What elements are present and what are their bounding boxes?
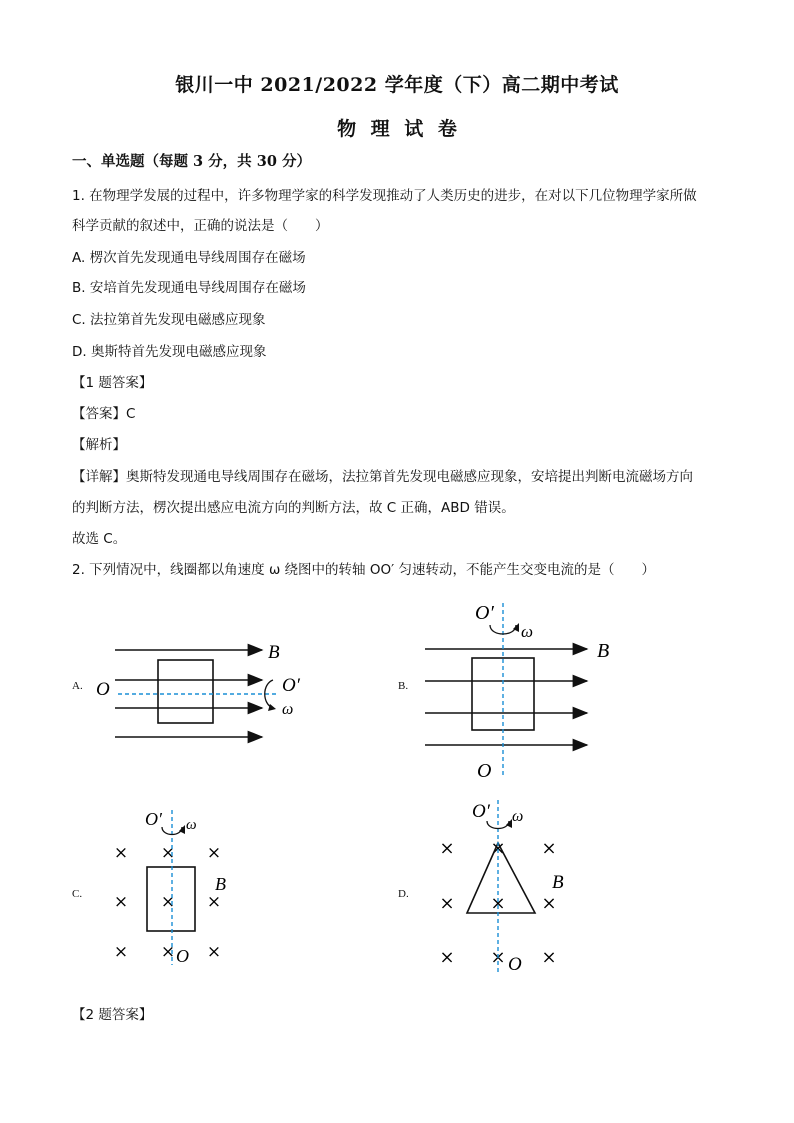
field-cross: × [160, 843, 176, 863]
q1-option-b: B. 安培首先发现通电导线周围存在磁场 [72, 280, 306, 296]
axis-label-o: O [477, 760, 492, 782]
field-cross: × [206, 892, 222, 912]
q1-answer-heading: 【1 题答案】 [72, 375, 153, 391]
omega-label: ω [521, 622, 534, 641]
coil-square [158, 660, 213, 723]
q1-conclusion: 故选 C。 [72, 531, 127, 547]
exam-subtitle: 物 理 试 卷 [337, 118, 457, 140]
fig-c-label: C. [72, 888, 83, 900]
axis-label-o-prime: O′ [145, 809, 162, 829]
q1-detail-line1: 【详解】奥斯特发现通电导线周围存在磁场，法拉第首先发现电磁感应现象，安培提出判断电流磁场方向 [72, 469, 693, 485]
figure-b [415, 595, 630, 785]
field-label-b: B [552, 872, 564, 893]
field-cross: × [113, 892, 129, 912]
figure-a [90, 630, 320, 755]
q2-stem: 2. 下列情况中，线圈都以角速度 ω 绕图中的转轴 OO′ 匀速转动，不能产生交变电流的是（ ） [72, 562, 655, 578]
field-cross: × [541, 838, 557, 859]
field-label-b: B [597, 640, 610, 662]
field-cross: × [160, 942, 176, 962]
q1-detail-line2: 的判断方法，楞次提出感应电流方向的判断方法，故 C 正确，ABD 错误。 [72, 500, 515, 516]
fig-b-label: B. [398, 680, 409, 692]
axis-label-o-prime: O′ [475, 602, 494, 624]
figure-c [105, 805, 245, 970]
fig-a-label: A. [72, 680, 83, 692]
field-cross: × [113, 942, 129, 962]
q1-stem-line2: 科学贡献的叙述中，正确的说法是（ ） [72, 218, 329, 234]
field-cross: × [490, 838, 506, 859]
field-cross: × [206, 942, 222, 962]
field-cross: × [439, 893, 455, 914]
field-cross: × [160, 892, 176, 912]
field-cross: × [439, 947, 455, 968]
axis-label-o: O [508, 954, 522, 975]
fig-d-label: D. [398, 888, 409, 900]
figure-d [430, 795, 580, 980]
field-cross: × [113, 843, 129, 863]
field-cross: × [206, 843, 222, 863]
field-cross: × [541, 947, 557, 968]
field-cross: × [439, 838, 455, 859]
field-cross: × [490, 893, 506, 914]
omega-label: ω [512, 808, 524, 825]
omega-label: ω [282, 701, 294, 718]
field-label-b: B [268, 642, 280, 663]
field-cross: × [490, 947, 506, 968]
q1-option-d: D. 奥斯特首先发现电磁感应现象 [72, 344, 267, 360]
field-cross: × [541, 893, 557, 914]
q2-answer-heading: 【2 题答案】 [72, 1007, 153, 1023]
q1-option-c: C. 法拉第首先发现电磁感应现象 [72, 312, 266, 328]
q1-option-a: A. 楞次首先发现通电导线周围存在磁场 [72, 250, 306, 266]
exam-title: 银川一中 2021/2022 学年度（下）高二期中考试 [175, 74, 619, 96]
omega-label: ω [186, 817, 197, 833]
q1-analysis-heading: 【解析】 [72, 437, 126, 453]
axis-label-o: O [96, 679, 110, 700]
q1-stem-line1: 1. 在物理学发展的过程中，许多物理学家的科学发现推动了人类历史的进步，在对以下几位物理学家所做 [72, 188, 697, 204]
axis-label-o-prime: O′ [472, 801, 490, 822]
axis-label-o: O [176, 946, 189, 966]
axis-label-o-prime: O′ [282, 675, 300, 696]
field-label-b: B [215, 874, 226, 894]
q1-answer: 【答案】C [72, 406, 136, 422]
section-heading: 一、单选题（每题 3 分，共 30 分） [72, 153, 311, 170]
